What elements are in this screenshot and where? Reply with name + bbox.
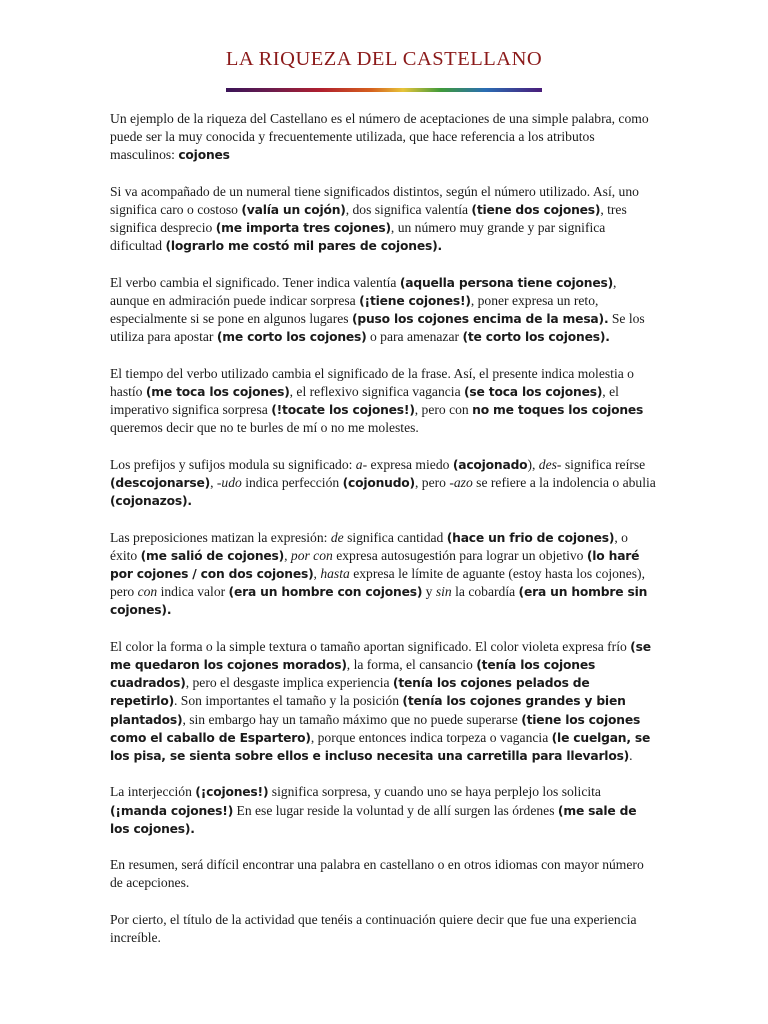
text-run: , o éxito: [110, 529, 628, 563]
bold-example: (me salió de cojones): [140, 548, 285, 563]
text-run: indica perfección: [241, 475, 343, 490]
bold-example: (tenía los cojones pelados de repetirlo): [110, 676, 590, 709]
text-run: , aunque en admiración puede indicar sorpresa: [110, 274, 617, 308]
bold-example: (le cuelgan, se los pisa, se sienta sobre ellos e incluso necesita una carretilla para llevarlos): [110, 730, 651, 764]
paragraph-3: [110, 365, 658, 438]
text-run: significa sorpresa, y cuando uno se haya perplejo los solicita: [268, 784, 601, 800]
text-run: , pero el desgaste implica experiencia: [185, 675, 393, 691]
bold-example: (tiene los cojones como el caballo de Espartero): [110, 712, 641, 745]
bold-example: (tenía los cojones cuadrados): [110, 658, 596, 691]
text-run: Si va acompañado de un numeral tiene significados distintos, según el número utilizado. Así, uno significa caro o costoso: [110, 183, 639, 217]
rainbow-divider: [226, 88, 542, 92]
text-run: El verbo cambia el significado. Tener indica valentía: [110, 274, 400, 290]
text-run: , tres significa desprecio: [110, 202, 627, 236]
text-run: , la forma, el cansancio: [346, 657, 477, 672]
text-run: Las preposiciones matizan la expresión:: [110, 529, 331, 545]
text-run: significa reírse: [561, 456, 646, 472]
bold-example: (lo haré por cojones / con dos cojones): [110, 548, 640, 581]
paragraph-7: [110, 783, 658, 838]
bold-example: (¡manda cojones!): [110, 803, 234, 818]
bold-example: (me toca los cojones): [145, 385, 290, 399]
paragraph-8: [110, 856, 658, 892]
text-run: ,: [313, 566, 321, 581]
text-run: expresa miedo: [367, 456, 453, 472]
bold-example: (¡cojones!): [195, 785, 269, 800]
bold-example: (te corto los cojones).: [462, 330, 610, 345]
text-run: significa cantidad: [343, 529, 447, 545]
italic-affix: por con: [290, 547, 333, 563]
italic-affix: con: [137, 584, 158, 600]
bold-example: (tenía los cojones grandes y bien plantados): [110, 694, 626, 727]
italic-affix: -azo: [449, 475, 473, 490]
paragraph-6: [110, 638, 658, 765]
italic-affix: des-: [538, 456, 562, 472]
italic-affix: -udo: [216, 475, 242, 490]
italic-affix: a-: [355, 456, 368, 472]
document-title: LA RIQUEZA DEL CASTELLANO: [225, 48, 543, 70]
paragraph-9: [110, 911, 658, 947]
text-run: la cobardía: [451, 584, 519, 600]
text-run: , pero con: [414, 402, 473, 418]
bold-example: (era un hombre sin cojones).: [110, 585, 648, 618]
italic-affix: hasta: [320, 566, 350, 581]
text-run: , un número muy grande y par significa dificultad: [110, 220, 606, 254]
bold-example: (me importa tres cojones): [215, 221, 391, 236]
paragraph-5: [110, 529, 658, 620]
bold-example: (tiene dos cojones): [471, 203, 601, 217]
bold-example: (puso los cojones encima de la mesa).: [351, 312, 609, 327]
bold-example: (descojonarse): [110, 476, 211, 490]
text-run: , porque entonces indica torpeza o vagancia: [310, 729, 552, 745]
text-run: Por cierto, el título de la actividad que tenéis a continuación quiere decir que fue una experiencia increíble.: [110, 911, 637, 945]
text-run: indica valor: [157, 584, 229, 600]
document-body: [110, 110, 658, 965]
italic-affix: sin: [435, 584, 452, 600]
text-run: y: [422, 584, 436, 600]
bold-example: (hace un frio de cojones): [446, 530, 615, 545]
text-run: Un ejemplo de la riqueza del Castellano es el número de aceptaciones de una simple palabra, como puede ser la muy conocida y frecuentemente utilizada, que hace referencia a los atributos masculinos:: [110, 111, 649, 163]
bold-example: (se me quedaron los cojones morados): [110, 639, 651, 672]
text-run: . Son importantes el tamaño y la posición: [174, 693, 403, 709]
text-run: Los prefijos y sufijos modula su significado:: [110, 456, 356, 472]
text-run: Se los utiliza para apostar: [110, 311, 645, 345]
text-run: queremos decir que no te burles de mí o no me molestes.: [110, 420, 419, 436]
text-run: .: [629, 748, 633, 764]
text-run: expresa le límite de aguante (estoy hasta los cojones), pero: [110, 566, 645, 600]
text-run: , el imperativo significa sorpresa: [110, 384, 619, 418]
text-run: En ese lugar reside la voluntad y de allí surgen las órdenes: [233, 802, 558, 818]
text-run: , pero: [414, 475, 450, 490]
text-run: ,: [284, 547, 291, 563]
text-run: , sin embargo hay un tamaño máximo que no puede superarse: [182, 711, 522, 727]
text-run: se refiere a la indolencia o abulia: [472, 475, 656, 490]
bold-example: (aquella persona tiene cojones): [399, 275, 614, 290]
text-run: expresa autosugestión para lograr un objetivo: [332, 547, 587, 563]
text-run: El color la forma o la simple textura o tamaño aportan significado. El color violeta expresa frío: [110, 638, 631, 654]
bold-example: (cojonazos).: [110, 494, 192, 509]
text-run: , dos significa valentía: [345, 202, 472, 217]
bold-example: no me toques los cojones: [472, 403, 644, 418]
bold-example: (me corto los cojones): [216, 330, 367, 345]
text-run: La interjección: [110, 784, 196, 800]
paragraph-4: [110, 456, 658, 511]
bold-example: (acojonado: [452, 457, 528, 472]
text-run: , poner expresa un reto, especialmente si se pone en algunos lugares: [110, 293, 599, 327]
paragraph-1: [110, 183, 658, 256]
italic-affix: de: [330, 529, 344, 545]
text-run: El tiempo del verbo utilizado cambia el significado de la frase. Así, el presente indica molestia o hastío: [110, 365, 634, 399]
bold-example: (se toca los cojones): [464, 385, 603, 399]
bold-example: (me sale de los cojones).: [110, 803, 637, 836]
text-run: ),: [527, 456, 539, 472]
text-run: En resumen, será difícil encontrar una palabra en castellano o en otros idiomas con mayor número de acepciones.: [110, 857, 644, 891]
paragraph-0: [110, 110, 658, 165]
bold-example: cojones: [178, 148, 230, 163]
bold-example: (era un hombre con cojones): [228, 585, 423, 600]
text-run: o para amenazar: [366, 329, 463, 345]
paragraph-2: [110, 274, 658, 347]
bold-example: (¡tiene cojones!): [359, 294, 471, 308]
bold-example: (!tocate los cojones!): [271, 403, 415, 418]
bold-example: (cojonudo): [342, 476, 415, 490]
text-run: , el reflexivo significa vagancia: [289, 384, 465, 399]
bold-example: (valía un cojón): [241, 203, 346, 217]
text-run: ,: [210, 475, 217, 490]
bold-example: (lograrlo me costó mil pares de cojones).: [165, 239, 443, 254]
